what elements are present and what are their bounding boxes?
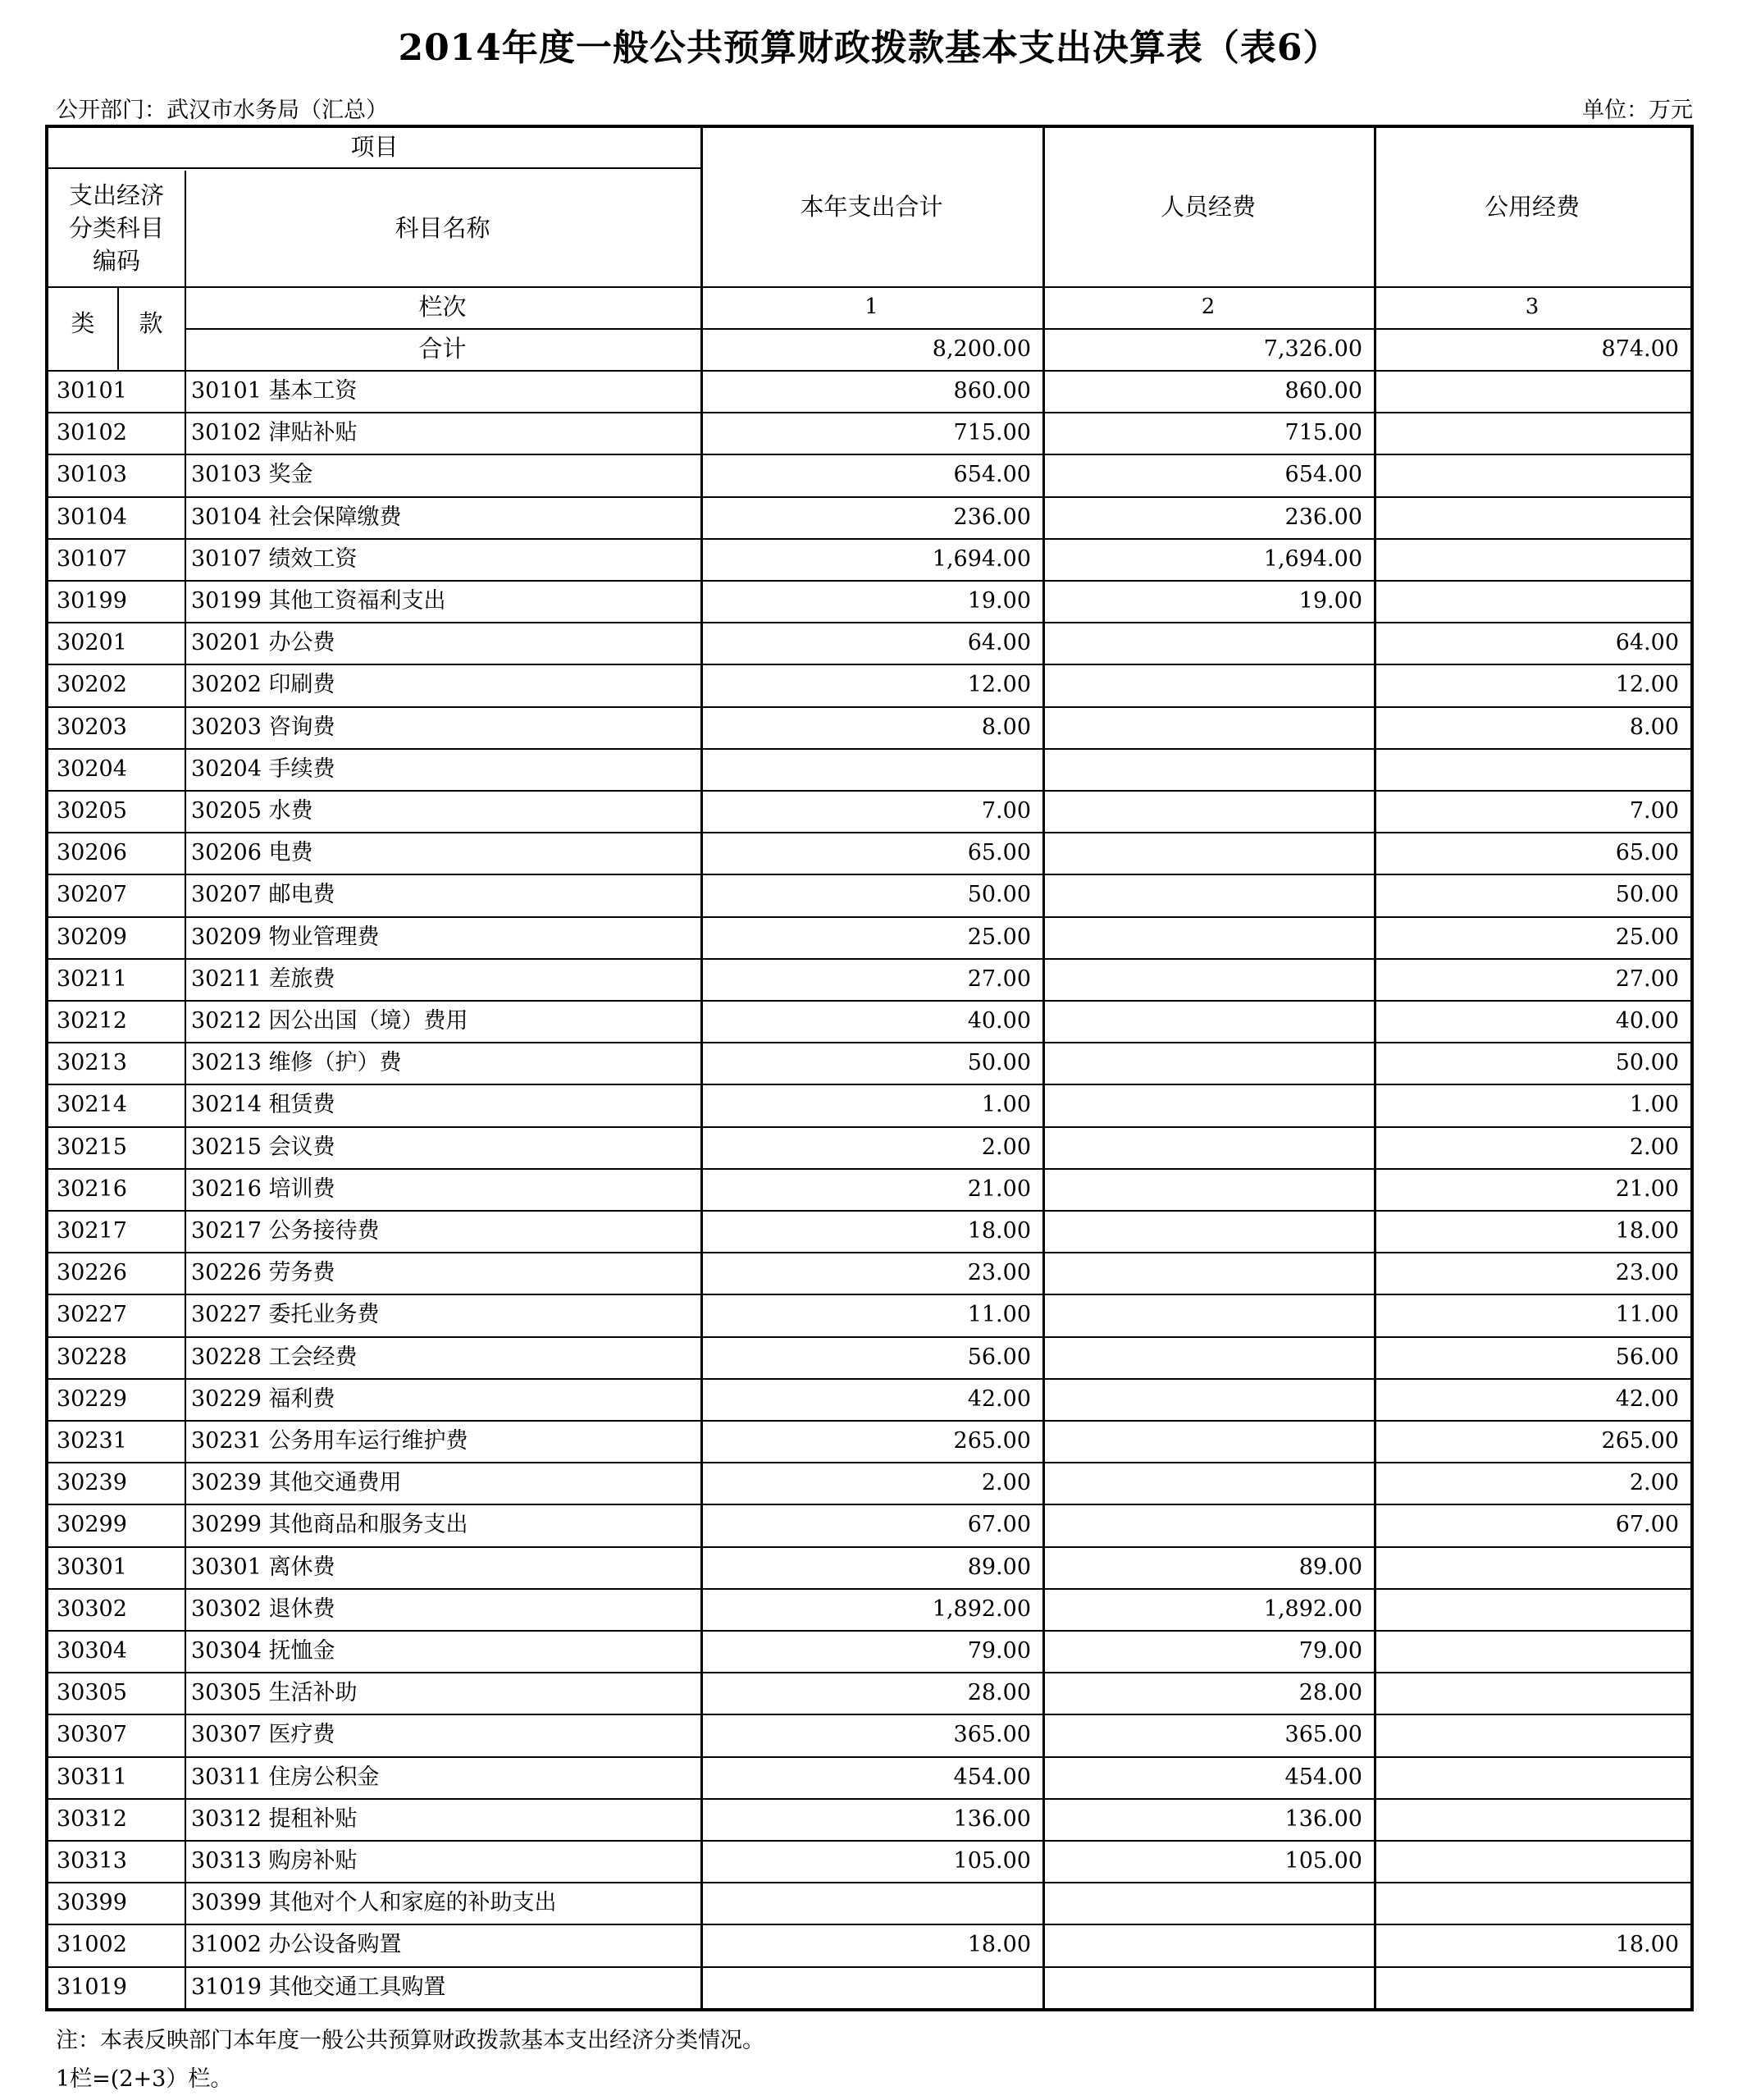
column-divider: [700, 128, 703, 2008]
row-total: 25.00: [967, 924, 1031, 950]
row-public: 8.00: [1629, 714, 1679, 740]
row-personnel: 860.00: [1284, 378, 1362, 404]
row-personnel: 1,892.00: [1263, 1596, 1362, 1622]
row-total: 2.00: [981, 1134, 1031, 1160]
row-total: 23.00: [967, 1260, 1031, 1286]
row-divider: [48, 790, 1690, 792]
column-divider: [1042, 128, 1045, 2008]
row-divider: [48, 958, 1690, 960]
row-name: 30311 住房公积金: [191, 1764, 380, 1790]
row-name: 30211 差旅费: [191, 966, 335, 992]
page-title: 2014年度一般公共预算财政拨款基本支出决算表（表6）: [398, 27, 1340, 69]
row-personnel: [1042, 1420, 1374, 1462]
unit-label: 单位：万元: [1582, 98, 1693, 123]
row-code: 30313: [57, 1848, 127, 1874]
row-personnel: [1042, 1924, 1374, 1965]
row-personnel: [1042, 790, 1374, 832]
row-divider: [48, 1168, 1690, 1170]
row-personnel: [1042, 1168, 1374, 1210]
row-total: 50.00: [967, 1050, 1031, 1076]
row-personnel: [1042, 916, 1374, 958]
row-personnel: 19.00: [1298, 588, 1362, 614]
row-divider: [48, 1714, 1690, 1715]
row-divider: [48, 874, 1690, 875]
row-code: 30305: [57, 1680, 127, 1706]
row-public: [1374, 1630, 1690, 1672]
row-name: 30213 维修（护）费: [191, 1050, 402, 1076]
row-code: 30215: [57, 1134, 127, 1160]
column-divider: [1374, 128, 1376, 2008]
row-public: 42.00: [1615, 1386, 1679, 1412]
row-public: 56.00: [1615, 1344, 1679, 1370]
row-name: 30239 其他交通费用: [191, 1470, 402, 1496]
row-personnel: [1042, 622, 1374, 664]
row-public: [1374, 1798, 1690, 1840]
row-public: [1374, 454, 1690, 495]
row-name: 30227 委托业务费: [191, 1302, 380, 1328]
header-col-total: 本年支出合计: [800, 193, 943, 221]
header-kuan: 款: [139, 309, 163, 337]
row-total: 21.00: [967, 1176, 1031, 1202]
row-total: 28.00: [967, 1680, 1031, 1706]
row-divider: [48, 1420, 1690, 1422]
row-personnel: [1042, 874, 1374, 915]
row-name: 30215 会议费: [191, 1134, 335, 1160]
row-divider: [48, 1210, 1690, 1212]
row-public: [1374, 370, 1690, 412]
row-personnel: [1042, 706, 1374, 748]
row-divider: [48, 580, 1690, 582]
row-divider: [48, 748, 1690, 750]
expenditure-table: [45, 125, 1694, 2011]
header-code-text: 支出经济分类科目编码: [68, 181, 164, 275]
row-total: 56.00: [967, 1344, 1031, 1370]
row-public: [1374, 1840, 1690, 1882]
row-name: 30312 提租补贴: [191, 1806, 358, 1832]
row-name: 30216 培训费: [191, 1176, 335, 1202]
row-code: 30104: [57, 504, 127, 530]
row-code: 30103: [57, 462, 127, 488]
row-code: 30302: [57, 1596, 127, 1622]
row-personnel: [1042, 958, 1374, 1000]
row-code: 30227: [57, 1302, 127, 1328]
row-divider: [48, 1588, 1690, 1590]
row-personnel: 105.00: [1284, 1848, 1362, 1874]
row-name: 30204 手续费: [191, 756, 335, 782]
row-code: 30312: [57, 1806, 127, 1832]
row-code: 30231: [57, 1428, 127, 1454]
row-public: [1374, 748, 1690, 790]
row-divider: [48, 832, 1690, 833]
row-personnel: [1042, 1126, 1374, 1168]
row-total: 42.00: [967, 1386, 1031, 1412]
row-personnel: 79.00: [1298, 1638, 1362, 1664]
row-divider: [48, 1882, 1690, 1883]
row-total: 136.00: [953, 1806, 1031, 1832]
row-total: 89.00: [967, 1554, 1031, 1580]
row-divider: [48, 1000, 1690, 1002]
row-personnel: [1042, 832, 1374, 874]
row-public: [1374, 580, 1690, 622]
row-personnel: 454.00: [1284, 1764, 1362, 1790]
row-total: [700, 1882, 1042, 1924]
row-personnel: [1042, 748, 1374, 790]
row-personnel: 236.00: [1284, 504, 1362, 530]
row-code: 30214: [57, 1092, 127, 1118]
row-public: 23.00: [1615, 1260, 1679, 1286]
row-name: 30214 租赁费: [191, 1092, 335, 1118]
row-name: 30209 物业管理费: [191, 924, 380, 950]
sum-total: 8,200.00: [932, 336, 1031, 362]
row-total: 50.00: [967, 882, 1031, 908]
header-col-no-2: 2: [1201, 294, 1216, 319]
row-name: 30299 其他商品和服务支出: [191, 1512, 468, 1538]
row-personnel: [1042, 1252, 1374, 1294]
row-name: 30205 水费: [191, 798, 313, 824]
header-project: 项目: [350, 133, 399, 161]
row-public: 21.00: [1615, 1176, 1679, 1202]
column-divider: [185, 171, 186, 2008]
row-public: 18.00: [1615, 1932, 1679, 1958]
header-lanci: 栏次: [418, 293, 467, 321]
row-code: 30203: [57, 714, 127, 740]
row-divider: [48, 1798, 1690, 1800]
row-personnel: 28.00: [1298, 1680, 1362, 1706]
row-divider: [48, 1630, 1690, 1632]
row-personnel: [1042, 1336, 1374, 1378]
row-code: 30209: [57, 924, 127, 950]
row-name: 30203 咨询费: [191, 714, 335, 740]
row-divider: [48, 370, 1690, 372]
row-public: 12.00: [1615, 672, 1679, 698]
row-divider: [48, 496, 1690, 498]
row-divider: [48, 1042, 1690, 1043]
row-name: 30104 社会保障缴费: [191, 504, 402, 530]
row-total: 860.00: [953, 378, 1031, 404]
header-col-no-1: 1: [864, 294, 878, 319]
row-total: 40.00: [967, 1008, 1031, 1034]
row-personnel: [1042, 1504, 1374, 1545]
row-divider: [48, 1126, 1690, 1128]
row-code: 30107: [57, 546, 127, 572]
row-code: 30399: [57, 1890, 127, 1916]
row-divider: [48, 1924, 1690, 1925]
row-total: 8.00: [981, 714, 1031, 740]
row-code: 31002: [57, 1932, 127, 1958]
row-code: 30206: [57, 840, 127, 866]
row-code: 30201: [57, 630, 127, 656]
row-name: 30307 医疗费: [191, 1722, 335, 1748]
row-total: 18.00: [967, 1932, 1031, 1958]
row-total: 64.00: [967, 630, 1031, 656]
row-personnel: 715.00: [1284, 420, 1362, 446]
header-name: 科目名称: [395, 214, 490, 242]
column-divider: [117, 286, 119, 370]
row-divider: [48, 1462, 1690, 1463]
row-personnel: [1042, 1210, 1374, 1252]
row-name: 30313 购房补贴: [191, 1848, 358, 1874]
row-divider: [48, 1504, 1690, 1505]
row-public: [1374, 1882, 1690, 1924]
row-name: 30302 退休费: [191, 1596, 335, 1622]
row-total: 236.00: [953, 504, 1031, 530]
row-total: 12.00: [967, 672, 1031, 698]
row-total: [700, 748, 1042, 790]
row-personnel: 89.00: [1298, 1554, 1362, 1580]
row-code: 30211: [57, 966, 127, 992]
row-divider: [48, 1966, 1690, 1968]
row-personnel: [1042, 1378, 1374, 1420]
row-code: 30311: [57, 1764, 127, 1790]
header-col-no-3: 3: [1525, 294, 1540, 319]
row-total: 67.00: [967, 1512, 1031, 1538]
row-name: 31002 办公设备购置: [191, 1932, 402, 1958]
row-total: 1,694.00: [932, 546, 1031, 572]
row-code: 30199: [57, 588, 127, 614]
row-public: [1374, 1714, 1690, 1755]
row-total: 365.00: [953, 1722, 1031, 1748]
row-divider: [48, 1672, 1690, 1673]
row-divider: [185, 328, 1690, 330]
row-total: 1.00: [981, 1092, 1031, 1118]
row-name: 31019 其他交通工具购置: [191, 1974, 446, 2000]
row-divider: [48, 412, 1690, 413]
row-public: 2.00: [1629, 1134, 1679, 1160]
row-public: 64.00: [1615, 630, 1679, 656]
row-public: 40.00: [1615, 1008, 1679, 1034]
header-code: [48, 171, 185, 286]
row-code: 30228: [57, 1344, 127, 1370]
row-total: 7.00: [981, 798, 1031, 824]
row-name: 30217 公务接待费: [191, 1218, 380, 1244]
row-divider: [48, 706, 1690, 708]
row-total: 654.00: [953, 462, 1031, 488]
row-personnel: [1042, 1084, 1374, 1125]
row-total: 27.00: [967, 966, 1031, 992]
row-divider: [48, 916, 1690, 918]
row-personnel: [1042, 1966, 1374, 2008]
row-code: 30229: [57, 1386, 127, 1412]
row-divider: [48, 454, 1690, 455]
footnote-1: 注：本表反映部门本年度一般公共预算财政拨款基本支出经济分类情况。: [56, 2028, 764, 2053]
row-total: 79.00: [967, 1638, 1031, 1664]
row-name: 30199 其他工资福利支出: [191, 588, 446, 614]
header-col-public: 公用经费: [1484, 193, 1580, 221]
row-personnel: [1042, 1000, 1374, 1042]
row-name: 30231 公务用车运行维护费: [191, 1428, 468, 1454]
row-personnel: [1042, 1294, 1374, 1335]
row-total: 715.00: [953, 420, 1031, 446]
row-name: 30202 印刷费: [191, 672, 335, 698]
row-code: 30202: [57, 672, 127, 698]
row-public: 27.00: [1615, 966, 1679, 992]
row-code: 30212: [57, 1008, 127, 1034]
row-total: 65.00: [967, 840, 1031, 866]
row-personnel: 136.00: [1284, 1806, 1362, 1832]
row-code: 30102: [57, 420, 127, 446]
row-divider: [48, 1294, 1690, 1295]
row-name: 30226 劳务费: [191, 1260, 335, 1286]
row-public: 25.00: [1615, 924, 1679, 950]
row-public: 18.00: [1615, 1218, 1679, 1244]
row-name: 30207 邮电费: [191, 882, 335, 908]
row-total: 454.00: [953, 1764, 1031, 1790]
row-public: [1374, 1672, 1690, 1714]
row-public: [1374, 412, 1690, 454]
sum-label: 合计: [418, 335, 467, 363]
sum-personnel: 7,326.00: [1263, 336, 1362, 362]
row-personnel: 365.00: [1284, 1722, 1362, 1748]
row-total: 11.00: [967, 1302, 1031, 1328]
row-public: [1374, 496, 1690, 538]
row-name: 30305 生活补助: [191, 1680, 358, 1706]
row-public: 7.00: [1629, 798, 1679, 824]
row-public: [1374, 538, 1690, 580]
row-total: 105.00: [953, 1848, 1031, 1874]
row-code: 30301: [57, 1554, 127, 1580]
row-divider: [48, 1252, 1690, 1253]
row-total: 18.00: [967, 1218, 1031, 1244]
row-total: 19.00: [967, 588, 1031, 614]
row-divider: [48, 1756, 1690, 1758]
row-name: 30301 离休费: [191, 1554, 335, 1580]
row-divider: [48, 1840, 1690, 1842]
row-public: 11.00: [1615, 1302, 1679, 1328]
row-code: 30307: [57, 1722, 127, 1748]
row-public: 50.00: [1615, 1050, 1679, 1076]
header-col-personnel: 人员经费: [1160, 193, 1256, 221]
row-divider: [48, 1546, 1690, 1548]
row-code: 31019: [57, 1974, 127, 2000]
row-public: [1374, 1756, 1690, 1798]
row-code: 30216: [57, 1176, 127, 1202]
row-public: 2.00: [1629, 1470, 1679, 1496]
row-divider: [48, 286, 1690, 288]
row-divider: [48, 1378, 1690, 1380]
row-total: [700, 1966, 1042, 2008]
row-name: 30206 电费: [191, 840, 313, 866]
row-total: 265.00: [953, 1428, 1031, 1454]
row-code: 30304: [57, 1638, 127, 1664]
row-name: 30304 抚恤金: [191, 1638, 335, 1664]
row-divider: [48, 167, 700, 169]
row-code: 30226: [57, 1260, 127, 1286]
row-code: 30204: [57, 756, 127, 782]
department-label: 公开部门：武汉市水务局（汇总）: [56, 98, 388, 123]
row-personnel: [1042, 1882, 1374, 1924]
row-code: 30299: [57, 1512, 127, 1538]
row-personnel: 654.00: [1284, 462, 1362, 488]
row-name: 30103 奖金: [191, 462, 313, 488]
header-lei: 类: [71, 309, 95, 337]
row-personnel: [1042, 664, 1374, 705]
row-public: 50.00: [1615, 882, 1679, 908]
row-code: 30217: [57, 1218, 127, 1244]
footnote-2: 1栏=(2+3）栏。: [56, 2066, 233, 2092]
row-public: [1374, 1966, 1690, 2008]
row-personnel: [1042, 1462, 1374, 1504]
row-personnel: [1042, 1042, 1374, 1084]
row-name: 30201 办公费: [191, 630, 335, 656]
row-divider: [48, 622, 1690, 623]
row-public: 65.00: [1615, 840, 1679, 866]
row-name: 30102 津贴补贴: [191, 420, 358, 446]
row-divider: [48, 538, 1690, 540]
row-divider: [48, 1336, 1690, 1338]
row-public: 1.00: [1629, 1092, 1679, 1118]
row-code: 30205: [57, 798, 127, 824]
row-public: 67.00: [1615, 1512, 1679, 1538]
row-name: 30399 其他对个人和家庭的补助支出: [191, 1890, 557, 1916]
row-name: 30228 工会经费: [191, 1344, 358, 1370]
sum-public: 874.00: [1601, 336, 1679, 362]
row-name: 30107 绩效工资: [191, 546, 358, 572]
row-public: 265.00: [1601, 1428, 1679, 1454]
row-code: 30213: [57, 1050, 127, 1076]
row-code: 30207: [57, 882, 127, 908]
row-name: 30212 因公出国（境）费用: [191, 1008, 468, 1034]
row-public: [1374, 1546, 1690, 1588]
row-total: 2.00: [981, 1470, 1031, 1496]
row-divider: [48, 664, 1690, 665]
row-name: 30101 基本工资: [191, 378, 358, 404]
row-code: 30239: [57, 1470, 127, 1496]
row-public: [1374, 1588, 1690, 1630]
row-personnel: 1,694.00: [1263, 546, 1362, 572]
row-total: 1,892.00: [932, 1596, 1031, 1622]
row-divider: [48, 1084, 1690, 1085]
row-name: 30229 福利费: [191, 1386, 335, 1412]
row-code: 30101: [57, 378, 127, 404]
